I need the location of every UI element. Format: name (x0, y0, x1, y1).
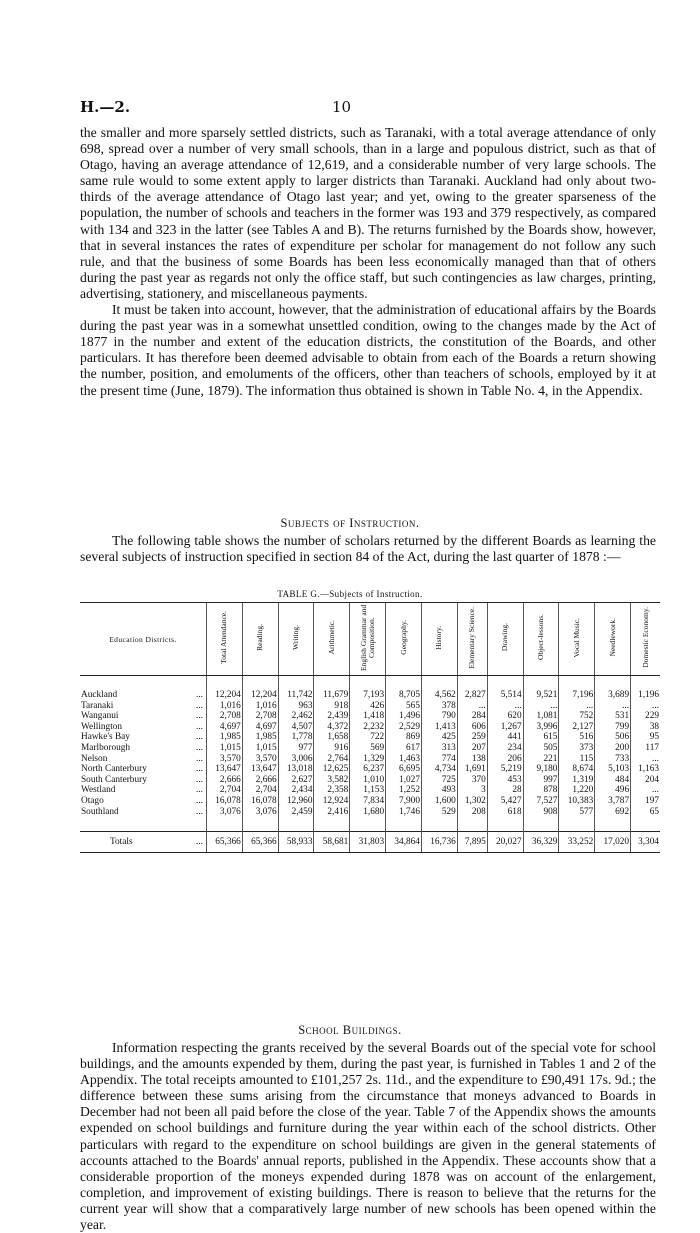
table-cell: 1,463 (386, 754, 422, 765)
table-cell: 2,764 (314, 754, 350, 765)
table-cell: ... (631, 754, 660, 765)
table-cell: ... (595, 701, 631, 712)
table-cell: 206 (487, 754, 523, 765)
table-cell: 1,196 (631, 690, 660, 701)
table-cell: 12,204 (242, 690, 278, 701)
table-cell: 1,267 (487, 722, 523, 733)
header-reference: H.—2. (80, 98, 131, 116)
leader-dots: ... (196, 742, 203, 753)
body-text-top (80, 125, 656, 399)
table-cell: 4,734 (421, 764, 457, 775)
district-name-cell (80, 754, 207, 765)
column-header-label: Reading. (255, 624, 265, 651)
table-cell: 977 (278, 743, 314, 754)
district-name-cell (80, 722, 207, 733)
table-cell: 529 (421, 807, 457, 818)
table-cell: 1,985 (207, 732, 243, 743)
column-header-label: Total Attendance. (219, 611, 229, 664)
table-cell: 1,153 (350, 785, 386, 796)
table-cell: 259 (457, 732, 487, 743)
column-header-district: Education Districts. (80, 603, 207, 676)
table-cell: 569 (350, 743, 386, 754)
table-cell: 1,015 (242, 743, 278, 754)
table-cell: 1,016 (242, 701, 278, 712)
district-name: Westland (81, 785, 116, 796)
table-cell: 20,027 (487, 832, 523, 853)
table-cell: 963 (278, 701, 314, 712)
table-cell: 2,462 (278, 711, 314, 722)
table-cell: 722 (350, 732, 386, 743)
table-cell: 115 (559, 754, 595, 765)
table-cell: 441 (487, 732, 523, 743)
table-cell: 1,329 (350, 754, 386, 765)
column-header (278, 603, 314, 676)
table-cell: 3,689 (595, 690, 631, 701)
column-header-label: Writing. (291, 625, 301, 650)
table-cell: ... (457, 701, 487, 712)
table-cell: 4,697 (242, 722, 278, 733)
table-cell: 373 (559, 743, 595, 754)
table-cell: 1,015 (207, 743, 243, 754)
table-cell: 1,252 (386, 785, 422, 796)
table-body (80, 676, 660, 853)
paragraph: It must be taken into account, however, that the administration of educational affairs by the Boards during the past year was in a somewhat unsettled condition, owing to the changes made by the Act of 1877 in the number and extent of the education districts, the constitution of the Boards, and other particulars. It has therefore been deemed advisable to obtain from each of the Boards a return showing the number, position, and emoluments of the officers, other than teachers of schools, employed by it at the present time (June, 1879). The information thus obtained is shown in Table No. 4, in the Appendix. (80, 302, 656, 398)
district-name: Wanganui (81, 711, 119, 722)
table-cell: 38 (631, 722, 660, 733)
table-cell: 577 (559, 807, 595, 818)
leader-dots: ... (196, 721, 203, 732)
table-row (80, 722, 660, 733)
table-cell: 496 (595, 785, 631, 796)
table-cell: 5,427 (487, 796, 523, 807)
section-heading: Subjects of Instruction. (280, 516, 420, 530)
table-cell: 4,507 (278, 722, 314, 733)
paragraph: The following table shows the number of scholars returned by the different Boards as learning the several subjects of instruction specified in section 84 of the Act, during the last quarter of 1878 :— (80, 533, 656, 565)
table-cell: 1,319 (559, 775, 595, 786)
district-name: Marlborough (81, 742, 131, 753)
table-cell: 1,496 (386, 711, 422, 722)
leader-dots: ... (196, 785, 203, 796)
table-cell: 453 (487, 775, 523, 786)
table-cell: 493 (421, 785, 457, 796)
leader-dots: ... (196, 700, 203, 711)
table-cell: 13,647 (242, 764, 278, 775)
table-cell: 34,864 (386, 832, 422, 853)
table-cell: 1,746 (386, 807, 422, 818)
table-cell: ... (631, 701, 660, 712)
table-cell: 17,020 (595, 832, 631, 853)
table-row (80, 711, 660, 722)
table-cell: 3,076 (242, 807, 278, 818)
district-name: Totals (110, 836, 133, 847)
table-cell: 16,078 (242, 796, 278, 807)
table-cell: 5,103 (595, 764, 631, 775)
table-cell: 2,416 (314, 807, 350, 818)
table-cell: 12,924 (314, 796, 350, 807)
table-row (80, 754, 660, 765)
column-header-label: Needlework. (607, 618, 617, 657)
table-cell: 7,527 (523, 796, 559, 807)
table-cell: 1,027 (386, 775, 422, 786)
table-cell: 138 (457, 754, 487, 765)
table-cell: 16,078 (207, 796, 243, 807)
table-cell: 4,697 (207, 722, 243, 733)
leader-dots: ... (196, 753, 203, 764)
subjects-table (80, 602, 660, 853)
table-row (80, 690, 660, 701)
table-cell: 617 (386, 743, 422, 754)
table-cell: 1,163 (631, 764, 660, 775)
table-cell: 506 (595, 732, 631, 743)
table-cell: 3,006 (278, 754, 314, 765)
district-name-cell (80, 796, 207, 807)
table-cell: 11,742 (278, 690, 314, 701)
column-header (487, 603, 523, 676)
table-cell: 36,329 (523, 832, 559, 853)
table-cell: 2,529 (386, 722, 422, 733)
table-cell: 4,562 (421, 690, 457, 701)
district-name: North Canterbury (81, 764, 147, 775)
column-header-label: Geography. (398, 620, 408, 655)
table-caption: TABLE G.—Subjects of Instruction. (277, 589, 423, 599)
table-cell: 9,180 (523, 764, 559, 775)
column-header (559, 603, 595, 676)
table-cell: 28 (487, 785, 523, 796)
district-name: South Canterbury (81, 774, 147, 785)
table-cell: 8,705 (386, 690, 422, 701)
table-cell: 799 (595, 722, 631, 733)
column-header-label: Arithmetic. (326, 620, 336, 655)
table-cell: 4,372 (314, 722, 350, 733)
column-header (457, 603, 487, 676)
table-cell: 505 (523, 743, 559, 754)
district-name-cell (80, 807, 207, 818)
table-row (80, 807, 660, 818)
table-cell: 16,736 (421, 832, 457, 853)
table-cell: 2,704 (207, 785, 243, 796)
column-header-label: Domestic Economy. (640, 607, 650, 668)
leader-dots: ... (196, 732, 203, 743)
table-cell: 58,933 (278, 832, 314, 853)
district-name: Hawke's Bay (81, 732, 130, 743)
table-cell: 3,996 (523, 722, 559, 733)
table-cell: 1,985 (242, 732, 278, 743)
column-header (207, 603, 243, 676)
column-header (631, 603, 660, 676)
district-name-cell (80, 690, 207, 701)
column-header (350, 603, 386, 676)
table-cell: 3,787 (595, 796, 631, 807)
table-cell: 997 (523, 775, 559, 786)
district-name: Otago (81, 795, 104, 806)
table-cell: 1,691 (457, 764, 487, 775)
table-cell: 918 (314, 701, 350, 712)
table-row (80, 743, 660, 754)
leader-dots: ... (196, 764, 203, 775)
table-cell: 1,220 (559, 785, 595, 796)
table-cell: 606 (457, 722, 487, 733)
column-header (421, 603, 457, 676)
district-name: Southland (81, 806, 119, 817)
table-cell: 790 (421, 711, 457, 722)
column-header (386, 603, 422, 676)
table-cell: 425 (421, 732, 457, 743)
table-cell: 13,647 (207, 764, 243, 775)
table-row (80, 785, 660, 796)
district-name-cell (80, 785, 207, 796)
table-cell: 208 (457, 807, 487, 818)
table-cell: 370 (457, 775, 487, 786)
paragraph: Information respecting the grants received by the several Boards out of the special vote for school buildings, and the amounts expended by them, during the past year, is furnished in Tables 1 and 2 of the Appendix. The total receipts amounted to £101,257 2s. 11d., and the expenditure to £90,491 17s. 9d.; the difference between these sums arising from the circumstance that moneys advanced to Boards in December had not been all paid before the close of the year. Table 7 of the Appendix shows the amounts expended on school buildings and furniture during the year within each of the school districts. Other particulars with regard to the expenditure on school buildings are given in the general statements of accounts attached to the Boards' annual reports, published in the Appendix. These accounts show that a considerable proportion of the moneys expended during 1878 was on account of the enlargement, completion, and improvement of existing buildings. There is reason to believe that the returns for the current year will show that a comparatively large number of new schools has been opened within the year. (80, 1040, 656, 1233)
table-cell: ... (559, 701, 595, 712)
table-cell: 8,674 (559, 764, 595, 775)
body-text-intro (80, 533, 656, 565)
table-cell: 9,521 (523, 690, 559, 701)
leader-dots: ... (196, 774, 203, 785)
table-cell: ... (631, 785, 660, 796)
table-cell: 692 (595, 807, 631, 818)
table-cell: 10,383 (559, 796, 595, 807)
table-cell: 1,016 (207, 701, 243, 712)
table-cell: 908 (523, 807, 559, 818)
table-cell: 3,582 (314, 775, 350, 786)
table-cell: 3,570 (242, 754, 278, 765)
table-cell: 1,600 (421, 796, 457, 807)
table-cell: 752 (559, 711, 595, 722)
table-cell: 484 (595, 775, 631, 786)
table-cell: 65,366 (207, 832, 243, 853)
table-cell: 2,708 (242, 711, 278, 722)
table-cell: 1,778 (278, 732, 314, 743)
table-cell: 284 (457, 711, 487, 722)
table-cell: 6,237 (350, 764, 386, 775)
table-cell: 31,803 (350, 832, 386, 853)
table-cell: ... (487, 701, 523, 712)
district-name-cell (80, 701, 207, 712)
table-cell: 1,658 (314, 732, 350, 743)
table-cell: 615 (523, 732, 559, 743)
table-cell: ... (523, 701, 559, 712)
column-header (242, 603, 278, 676)
table-cell: 1,418 (350, 711, 386, 722)
table-row (80, 775, 660, 786)
district-name-cell (80, 775, 207, 786)
spacer-row (80, 676, 660, 691)
table-cell: 916 (314, 743, 350, 754)
column-header-label: Elementary Science. (467, 606, 477, 669)
table-cell: 2,439 (314, 711, 350, 722)
table-row (80, 764, 660, 775)
table-cell: 3,076 (207, 807, 243, 818)
leader-dots: ... (196, 690, 203, 700)
table-cell: 2,127 (559, 722, 595, 733)
table-cell: 3 (457, 785, 487, 796)
paragraph: the smaller and more sparsely settled districts, such as Taranaki, with a total average attendance of only 698, spread over a number of very small schools, than in a large and populous district, such as that of Otago, having an average attendance of 12,619, and a considerable number of very large schools. The same rule would to some extent apply to larger districts than Taranaki. Auckland had only about two-thirds of the average attendance of Otago last year; and yet, owing to the greater sparseness of the population, the number of schools and teachers in the former was 193 and 379 respectively, as compared with 134 and 323 in the latter (see Tables A and B). The returns furnished by the Boards show, however, that in several instances the rates of expenditure per scholar for management do not follow any such rule, and that the business of some Boards has been less economically managed than that of others during the past year as regards not only the office staff, but such contingencies as law charges, printing, advertising, stationery, and miscellaneous payments. (80, 125, 656, 301)
table-cell: 2,666 (242, 775, 278, 786)
column-header (595, 603, 631, 676)
table-cell: 774 (421, 754, 457, 765)
table-cell: 313 (421, 743, 457, 754)
district-name: Wellington (81, 721, 123, 732)
table-cell: 516 (559, 732, 595, 743)
table-cell: 733 (595, 754, 631, 765)
table-cell: 565 (386, 701, 422, 712)
column-header-label: Drawing. (500, 623, 510, 652)
table-cell: 204 (631, 775, 660, 786)
district-name-cell (80, 743, 207, 754)
column-header-label: Vocal Music. (571, 617, 581, 658)
body-text-bottom (80, 1040, 656, 1233)
table-cell: 869 (386, 732, 422, 743)
table-cell: 378 (421, 701, 457, 712)
table-cell: 620 (487, 711, 523, 722)
table-cell: 2,666 (207, 775, 243, 786)
table-cell: 197 (631, 796, 660, 807)
table-cell: 2,358 (314, 785, 350, 796)
table-cell: 2,627 (278, 775, 314, 786)
table-cell: 234 (487, 743, 523, 754)
table-cell: 5,514 (487, 690, 523, 701)
leader-dots: ... (196, 795, 203, 806)
table-cell: 12,960 (278, 796, 314, 807)
table-cell: 618 (487, 807, 523, 818)
table-cell: 7,834 (350, 796, 386, 807)
table-cell: 1,081 (523, 711, 559, 722)
table-row (80, 732, 660, 743)
table-cell: 12,204 (207, 690, 243, 701)
table-cell: 878 (523, 785, 559, 796)
table-cell: 95 (631, 732, 660, 743)
table-cell: 426 (350, 701, 386, 712)
leader-dots: ... (196, 806, 203, 817)
table-cell: 3,570 (207, 754, 243, 765)
district-name-cell (80, 764, 207, 775)
table-cell: 2,232 (350, 722, 386, 733)
table-cell: 531 (595, 711, 631, 722)
table-cell: 207 (457, 743, 487, 754)
table-cell: 65,366 (242, 832, 278, 853)
page-number: 10 (332, 98, 352, 116)
spacer-row (80, 817, 660, 832)
column-header-label: English Grammar and Composition. (358, 604, 376, 671)
table-cell: 12,625 (314, 764, 350, 775)
table-row (80, 701, 660, 712)
table-cell: 7,895 (457, 832, 487, 853)
column-header-label: Object-lessons. (536, 614, 546, 661)
table-cell: 2,434 (278, 785, 314, 796)
leader-dots: ... (196, 836, 203, 847)
table-cell: 7,193 (350, 690, 386, 701)
table-cell: 7,196 (559, 690, 595, 701)
table-cell: 11,679 (314, 690, 350, 701)
table-cell: 725 (421, 775, 457, 786)
table-cell: 221 (523, 754, 559, 765)
leader-dots: ... (196, 711, 203, 722)
table-cell: 33,252 (559, 832, 595, 853)
table-row (80, 796, 660, 807)
table-cell: 1,010 (350, 775, 386, 786)
table-cell: 1,413 (421, 722, 457, 733)
district-name-cell (80, 832, 207, 853)
table-cell: 2,708 (207, 711, 243, 722)
table-cell: 3,304 (631, 832, 660, 853)
column-header (523, 603, 559, 676)
section-heading: School Buildings. (298, 1023, 402, 1037)
column-header-label: History. (434, 625, 444, 650)
district-name-cell (80, 711, 207, 722)
district-name: Auckland (81, 690, 118, 700)
table-cell: 200 (595, 743, 631, 754)
table-cell: 6,695 (386, 764, 422, 775)
table-cell: 65 (631, 807, 660, 818)
totals-row (80, 832, 660, 853)
table-cell: 2,459 (278, 807, 314, 818)
table-cell: 1,302 (457, 796, 487, 807)
table-cell: 2,827 (457, 690, 487, 701)
table-header-row (80, 603, 660, 676)
column-header (314, 603, 350, 676)
table-cell: 229 (631, 711, 660, 722)
table-cell: 58,681 (314, 832, 350, 853)
district-name: Nelson (81, 753, 108, 764)
district-name-cell (80, 732, 207, 743)
district-name: Taranaki (81, 700, 114, 711)
table-cell: 2,704 (242, 785, 278, 796)
table-cell: 13,018 (278, 764, 314, 775)
table-cell: 1,680 (350, 807, 386, 818)
table-cell: 117 (631, 743, 660, 754)
table-cell: 7,900 (386, 796, 422, 807)
table-cell: 5,219 (487, 764, 523, 775)
